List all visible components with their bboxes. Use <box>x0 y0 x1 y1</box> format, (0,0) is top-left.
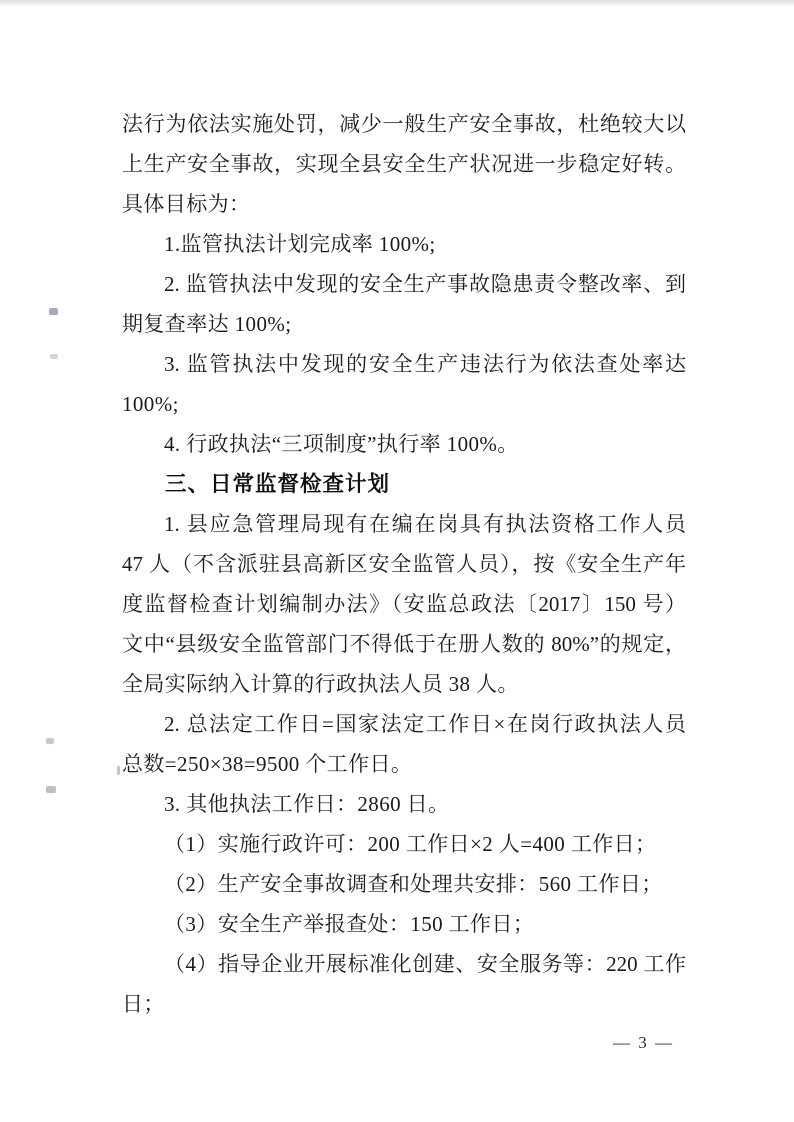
text-line: 期复查率达 100%; <box>122 312 292 336</box>
section-heading: 三、日常监督检查计划 <box>165 472 391 496</box>
page-number: — 3 — <box>613 1033 674 1052</box>
text-line: 全局实际纳入计算的行政执法人员 38 人。 <box>122 672 519 696</box>
text-line: 3. 其他执法工作日：2860 日。 <box>164 792 450 816</box>
text-line: 具体目标为： <box>122 192 251 216</box>
text-line: 100%; <box>122 392 179 416</box>
text-line: 3. 监管执法中发现的安全生产违法行为依法查处率达 <box>164 352 686 376</box>
text-line: 文中“县级安全监管部门不得低于在册人数的 80%”的规定， <box>122 632 686 656</box>
scan-speck <box>117 766 120 775</box>
scan-speck <box>46 786 56 793</box>
text-line: （2）生产安全事故调查和处理共安排：560 工作日； <box>164 872 663 896</box>
text-line: 上生产安全事故，实现全县安全生产状况进一步稳定好转。 <box>122 152 686 176</box>
scan-speck <box>46 738 54 744</box>
scan-speck <box>50 354 58 359</box>
text-line: 2. 监管执法中发现的安全生产事故隐患责令整改率、到 <box>164 272 686 296</box>
text-line: 47 人（不含派驻县高新区安全监管人员），按《安全生产年 <box>122 552 686 576</box>
text-line: 度监督检查计划编制办法》（安监总政法〔2017〕150 号） <box>122 592 686 616</box>
scan-edge-shadow <box>0 0 794 7</box>
text-line: （4）指导企业开展标准化创建、安全服务等：220 工作 <box>164 952 686 976</box>
text-line: 法行为依法实施处罚，减少一般生产安全事故，杜绝较大以 <box>122 112 686 136</box>
text-line: 1.监管执法计划完成率 100%; <box>164 232 436 256</box>
text-line: 2. 总法定工作日=国家法定工作日×在岗行政执法人员 <box>164 712 686 736</box>
text-line: 4. 行政执法“三项制度”执行率 100%。 <box>164 432 519 456</box>
text-line: （3）安全生产举报查处：150 工作日； <box>164 912 535 936</box>
text-lines <box>122 104 686 1024</box>
scan-speck <box>49 308 58 315</box>
text-line: 1. 县应急管理局现有在编在岗具有执法资格工作人员 <box>164 512 686 536</box>
text-line: （1）实施行政许可：200 工作日×2 人=400 工作日； <box>164 832 657 856</box>
text-line: 日； <box>122 992 165 1016</box>
text-line: 总数=250×38=9500 个工作日。 <box>122 752 413 776</box>
